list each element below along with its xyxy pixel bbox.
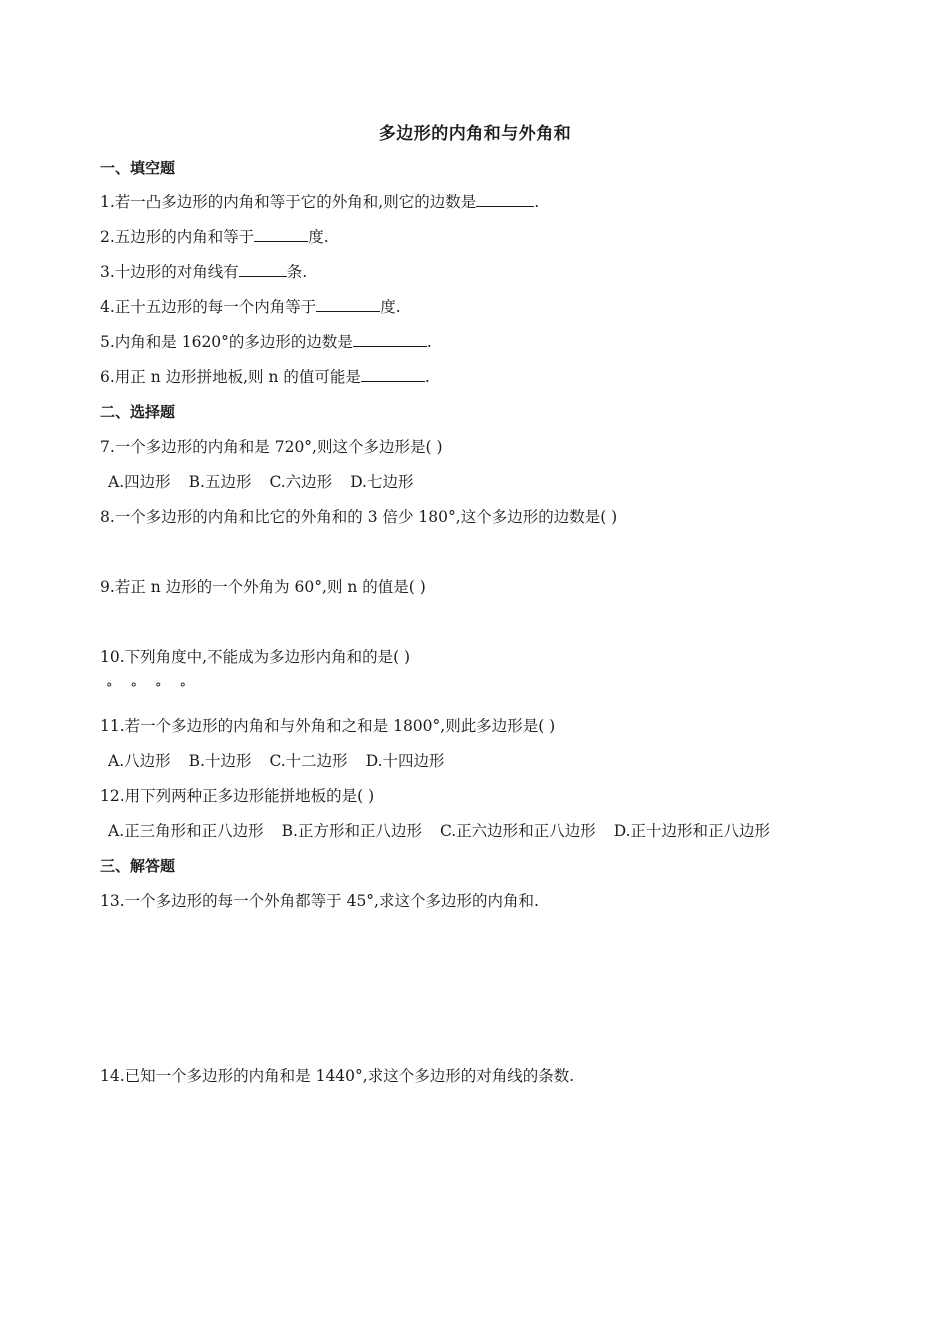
question-text: 3.十边形的对角线有	[100, 263, 239, 281]
option-c[interactable]: C.十二边形	[269, 752, 348, 770]
option-b[interactable]: B.十边形	[188, 752, 252, 770]
option-c[interactable]: C.正六边形和正八边形	[439, 822, 596, 840]
option-c[interactable]: °	[155, 681, 162, 696]
question-text: 1.若一凸多边形的内角和等于它的外角和,则它的边数是	[100, 193, 477, 211]
answer-blank[interactable]	[254, 226, 308, 242]
question-12-options	[108, 820, 788, 842]
question-4	[100, 296, 401, 318]
question-14: 14.已知一个多边形的内角和是 1440°,求这个多边形的对角线的条数.	[100, 1067, 575, 1085]
option-a[interactable]: °	[106, 681, 113, 696]
question-10: 10.下列角度中,不能成为多边形内角和的是( )	[100, 648, 411, 666]
option-d[interactable]: D.七边形	[350, 473, 414, 491]
section-heading-choice: 二、选择题	[100, 403, 176, 421]
answer-blank[interactable]	[239, 261, 287, 277]
question-suffix: .	[534, 193, 540, 211]
question-text: 6.用正 n 边形拼地板,则 n 的值可能是	[100, 368, 361, 386]
question-7: 7.一个多边形的内角和是 720°,则这个多边形是( )	[100, 438, 443, 456]
question-8: 8.一个多边形的内角和比它的外角和的 3 倍少 180°,这个多边形的边数是( )	[100, 508, 618, 526]
question-1	[100, 191, 539, 213]
question-10-options	[106, 676, 204, 700]
question-11-options	[108, 750, 463, 772]
question-suffix: 度.	[308, 228, 329, 246]
option-a[interactable]: A.正三角形和正八边形	[108, 822, 264, 840]
question-text: 4.正十五边形的每一个内角等于	[100, 298, 317, 316]
question-5	[100, 331, 432, 353]
option-d[interactable]: D.正十边形和正八边形	[613, 822, 771, 840]
question-9: 9.若正 n 边形的一个外角为 60°,则 n 的值是( )	[100, 578, 426, 596]
question-2	[100, 226, 329, 248]
answer-blank[interactable]	[353, 331, 427, 347]
question-text: 5.内角和是 1620°的多边形的边数是	[100, 333, 353, 351]
question-suffix: .	[426, 333, 432, 351]
question-3	[100, 261, 307, 283]
option-a[interactable]: A.四边形	[108, 473, 171, 491]
question-11: 11.若一个多边形的内角和与外角和之和是 1800°,则此多边形是( )	[100, 717, 556, 735]
option-a[interactable]: A.八边形	[108, 752, 171, 770]
question-text: 2.五边形的内角和等于	[100, 228, 255, 246]
page-title: 多边形的内角和与外角和	[378, 124, 572, 144]
answer-blank[interactable]	[476, 191, 534, 207]
option-d[interactable]: D.十四边形	[365, 752, 445, 770]
option-b[interactable]: B.五边形	[188, 473, 252, 491]
question-suffix: .	[424, 368, 430, 386]
option-b[interactable]: B.正方形和正八边形	[281, 822, 422, 840]
option-b[interactable]: °	[130, 681, 137, 696]
question-12: 12.用下列两种正多边形能拼地板的是( )	[100, 787, 375, 805]
question-suffix: 条.	[286, 263, 308, 281]
answer-blank[interactable]	[361, 366, 425, 382]
option-c[interactable]: C.六边形	[269, 473, 333, 491]
answer-blank[interactable]	[316, 296, 380, 312]
section-heading-answer: 三、解答题	[100, 857, 176, 875]
question-7-options	[108, 471, 432, 493]
section-heading-fill: 一、填空题	[100, 159, 176, 177]
question-13: 13.一个多边形的每一个外角都等于 45°,求这个多边形的内角和.	[100, 892, 539, 910]
question-suffix: 度.	[380, 298, 401, 316]
question-6	[100, 366, 430, 388]
option-d[interactable]: °	[179, 681, 186, 696]
